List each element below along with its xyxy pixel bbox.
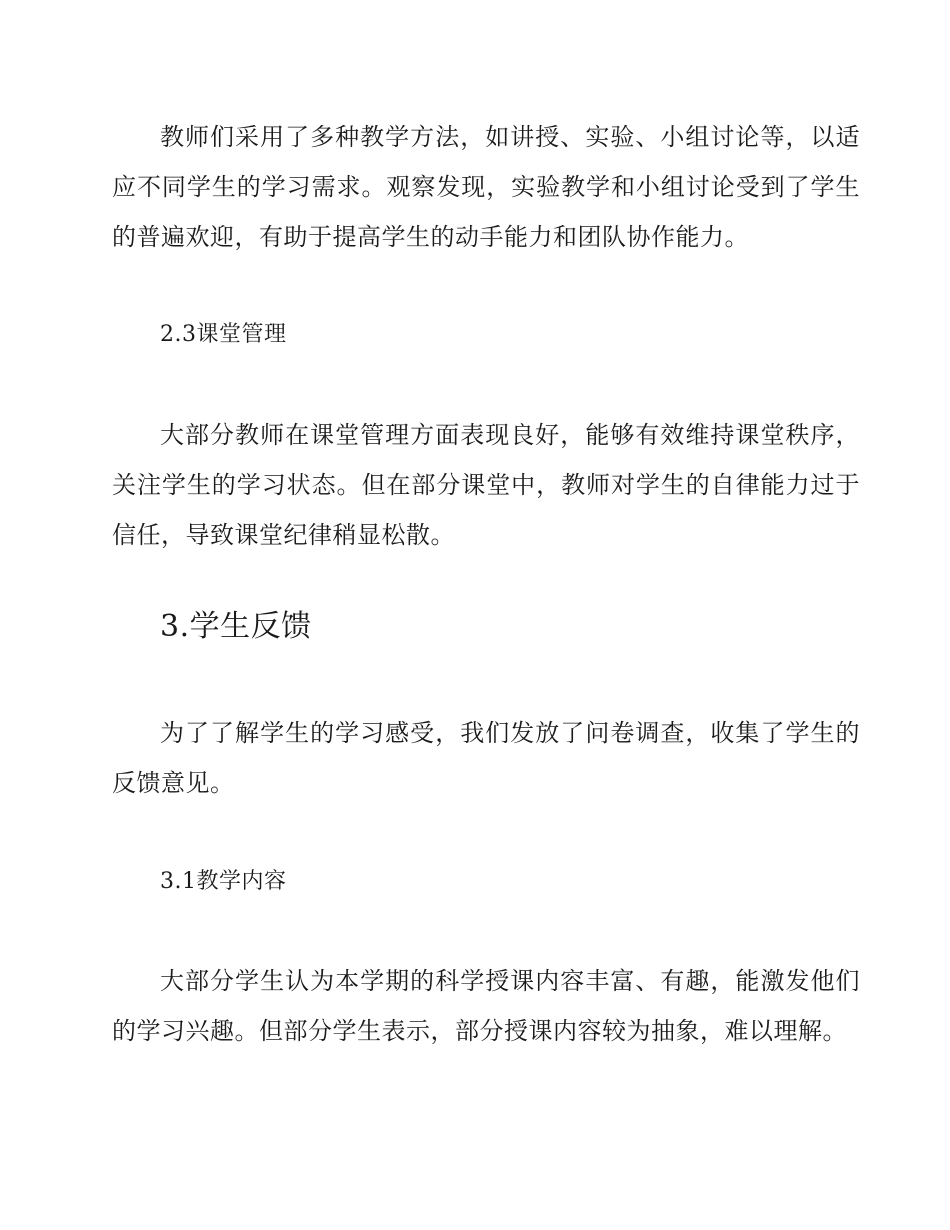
heading-student-feedback: 3.学生反馈	[160, 609, 312, 644]
paragraph-teaching-methods: 教师们采用了多种教学方法，如讲授、实验、小组讨论等，以适应不同学生的学习需求。观察发现，实验教学和小组讨论受到了学生的普遍欢迎，有助于提高学生的动手能力和团队协作能力。	[112, 123, 860, 251]
paragraph-student-feedback: 为了了解学生的学习感受，我们发放了问卷调查，收集了学生的反馈意见。	[112, 719, 860, 797]
paragraph-teaching-content: 大部分学生认为本学期的科学授课内容丰富、有趣，能激发他们的学习兴趣。但部分学生表示，部分授课内容较为抽象，难以理解。	[112, 967, 860, 1045]
heading-teaching-content: 3.1教学内容	[160, 869, 287, 894]
heading-classroom-management: 2.3课堂管理	[160, 322, 287, 347]
paragraph-classroom-management: 大部分教师在课堂管理方面表现良好，能够有效维持课堂秩序，关注学生的学习状态。但在部分课堂中，教师对学生的自律能力过于信任，导致课堂纪律稍显松散。	[112, 421, 860, 549]
